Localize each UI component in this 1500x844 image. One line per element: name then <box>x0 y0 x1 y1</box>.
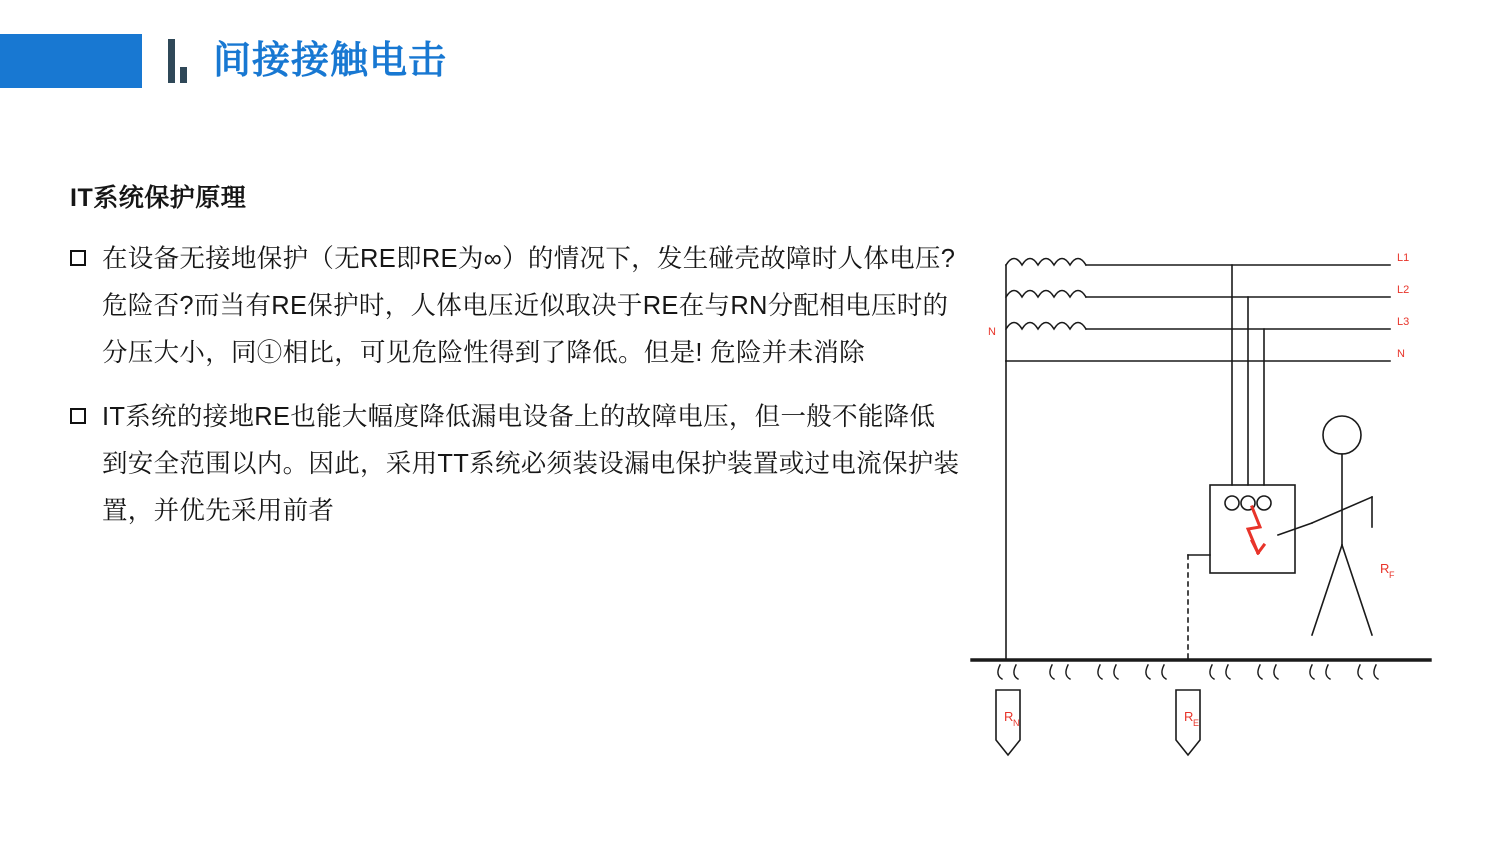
header-accent-bar <box>0 34 142 88</box>
page-title: 间接接触电击 <box>213 40 448 82</box>
human-figure <box>1312 416 1372 635</box>
terminal-l3 <box>1257 496 1271 510</box>
label-re-ground-subscript: E <box>1193 718 1200 728</box>
list-item <box>70 236 960 378</box>
label-re-body-subscript: F <box>1389 570 1395 580</box>
diagram-labels <box>988 252 1409 728</box>
label-l3: L3 <box>1397 316 1410 328</box>
bullet-text: 在设备无接地保护（无RE即RE为∞）的情况下，发生碰壳故障时人体电压?危险否?而当有RE保护时，人体电压近似取决于RE在与RN分配相电压时的分压大小，同①相比，可见危险性得到了降低。但是! 危险并未消除 <box>102 245 956 368</box>
section-subtitle: IT系统保护原理 <box>70 184 247 212</box>
bullet-list <box>70 236 960 535</box>
slide-header <box>0 30 447 92</box>
label-n-source: N <box>988 326 996 338</box>
label-n-bus: N <box>1397 348 1405 360</box>
header-tick-short <box>180 67 187 83</box>
fault-arrow-icon <box>1248 507 1264 553</box>
label-l1: L1 <box>1397 252 1410 264</box>
transformer-windings <box>1006 259 1086 330</box>
label-rn-subscript: N <box>1013 718 1020 728</box>
earth-hatching <box>998 665 1378 679</box>
square-bullet-icon <box>70 250 86 266</box>
human-leg-right <box>1342 545 1372 635</box>
list-item <box>70 394 960 536</box>
bullet-text: IT系统的接地RE也能大幅度降低漏电设备上的故障电压，但一般不能降低到安全范围以内。因此，采用TT系统必须装设漏电保护装置或过电流保护装置，并优先采用前者 <box>102 402 960 525</box>
label-rn: R <box>1004 709 1014 724</box>
it-system-schematic <box>960 235 1460 775</box>
human-head <box>1323 416 1361 454</box>
square-bullet-icon <box>70 408 86 424</box>
label-re-body: R <box>1380 561 1390 576</box>
slide-body <box>70 178 960 551</box>
header-tick-tall <box>168 39 175 83</box>
human-leg-left <box>1312 545 1342 635</box>
label-re-ground: R <box>1184 709 1194 724</box>
header-tick-marks <box>168 39 187 83</box>
terminal-l1 <box>1225 496 1239 510</box>
label-l2: L2 <box>1397 284 1410 296</box>
